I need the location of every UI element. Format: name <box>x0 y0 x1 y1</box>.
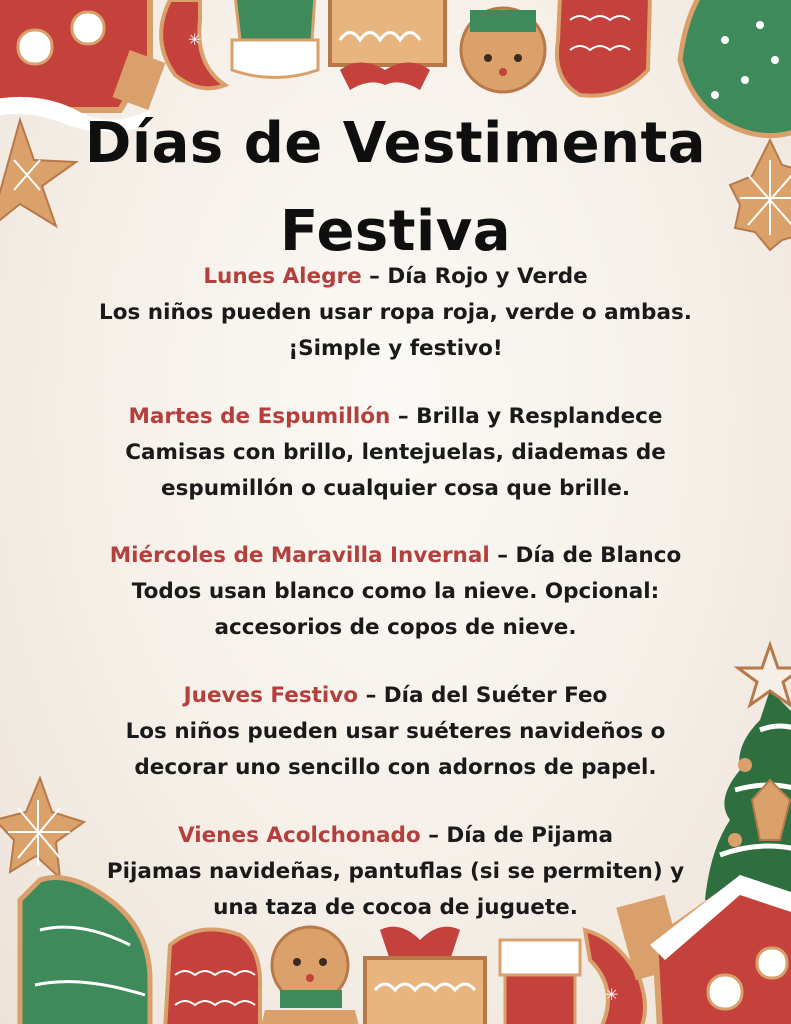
svg-text:✳: ✳ <box>605 985 619 1004</box>
day-section-wednesday <box>60 538 731 646</box>
stocking-cookie-icon <box>232 0 318 78</box>
gift-box-icon <box>365 927 485 1024</box>
mitten-cookie-icon <box>557 0 650 96</box>
gingerbread-man-icon <box>461 8 545 92</box>
mitten-cookie-icon <box>165 929 260 1024</box>
day-theme: – Día del Suéter Feo <box>365 683 608 708</box>
day-description-line: decorar uno sencillo con adornos de papel. <box>134 755 657 780</box>
day-theme: – Día de Pijama <box>428 823 614 848</box>
title-line-1: Días de Vestimenta <box>84 111 707 176</box>
moon-cookie-icon <box>161 0 225 88</box>
day-name: Vienes Acolchonado <box>177 823 421 848</box>
stocking-cookie-icon <box>500 940 580 1024</box>
gingerbread-man-icon <box>260 927 360 1024</box>
day-description-line: Los niños pueden usar suéteres navideños o <box>125 719 666 744</box>
day-theme: – Día Rojo y Verde <box>369 264 588 289</box>
title-line-2: Festiva <box>279 199 512 264</box>
day-description-line: Camisas con brillo, lentejuelas, diademas de <box>125 440 666 465</box>
day-description-line: Todos usan blanco como la nieve. Opcional: <box>131 579 660 604</box>
day-description-line: accesorios de copos de nieve. <box>214 615 577 640</box>
day-description-line: ¡Simple y festivo! <box>288 336 503 361</box>
day-description-line: Los niños pueden usar ropa roja, verde o ambas. <box>99 300 692 325</box>
day-theme: – Brilla y Resplandece <box>397 404 663 429</box>
day-name: Lunes Alegre <box>203 264 362 289</box>
gift-box-icon <box>330 0 445 90</box>
svg-text:✳: ✳ <box>188 30 202 49</box>
day-description-line: una taza de cocoa de juguete. <box>213 895 578 920</box>
day-name: Miércoles de Maravilla Invernal <box>109 543 490 568</box>
page-title <box>40 100 751 276</box>
day-name: Martes de Espumillón <box>128 404 391 429</box>
day-section-thursday <box>60 678 731 786</box>
day-section-friday <box>60 818 731 926</box>
day-description-line: Pijamas navideñas, pantuflas (si se permiten) y <box>106 859 685 884</box>
day-description-line: espumillón o cualquier cosa que brille. <box>161 476 630 501</box>
day-name: Jueves Festivo <box>183 683 359 708</box>
day-theme: – Día de Blanco <box>497 543 682 568</box>
day-section-monday <box>60 259 731 367</box>
day-section-tuesday <box>60 399 731 507</box>
